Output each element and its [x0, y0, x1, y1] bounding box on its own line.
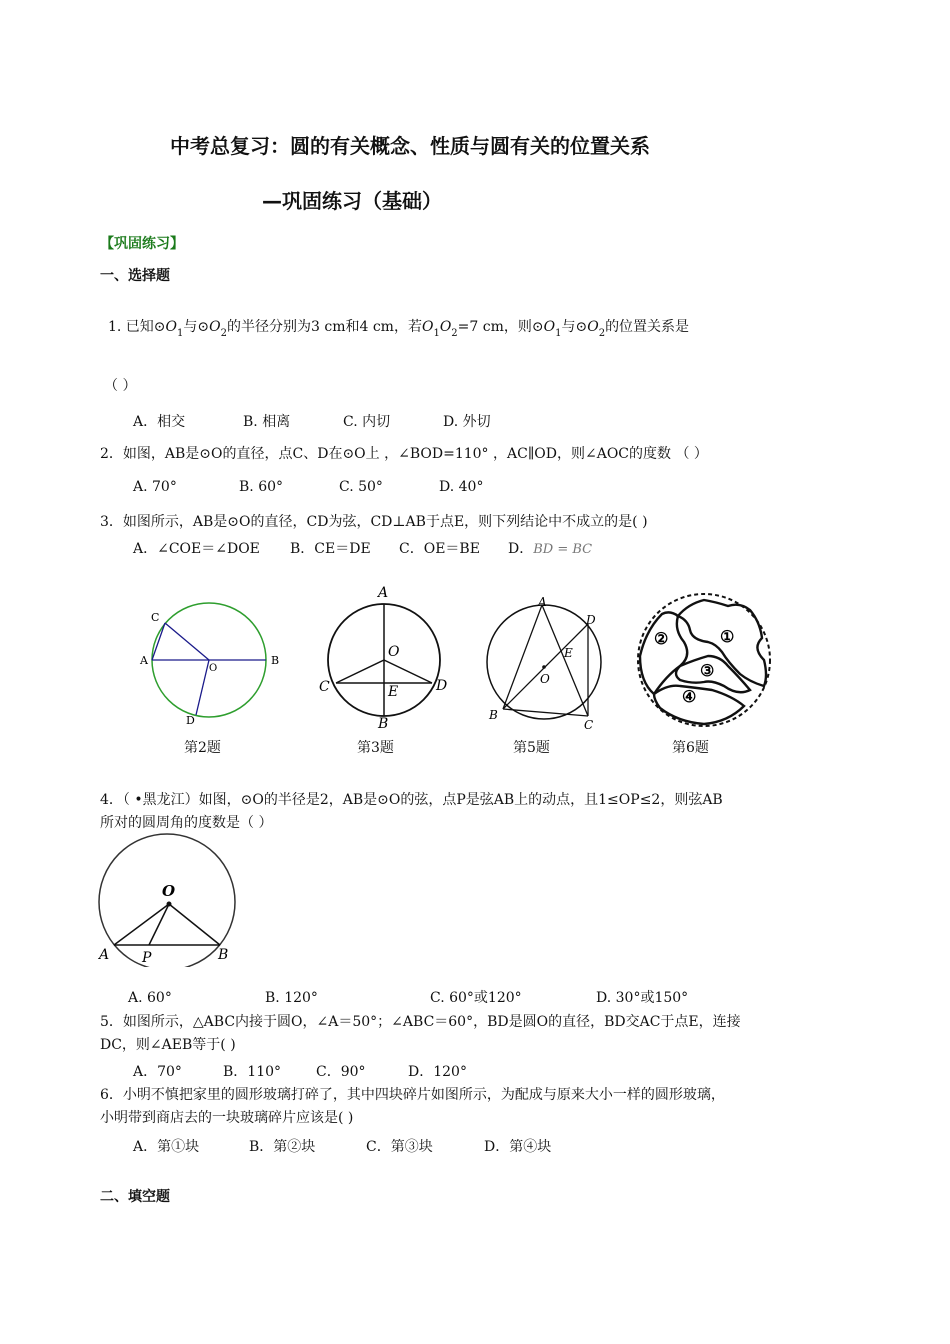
fig6-piece-3: ③	[700, 661, 715, 680]
option: C．OE＝BE	[399, 541, 480, 557]
fig6-piece-4: ④	[682, 687, 697, 706]
question-6-line2: 小明带到商店去的一块玻璃碎片应该是( )	[100, 1110, 354, 1126]
q6-options	[133, 1136, 551, 1156]
option: B．CE＝DE	[290, 541, 371, 557]
option: C．第③块	[366, 1139, 433, 1155]
fig5-label-b: B	[489, 708, 498, 722]
fig5-label-d: D	[586, 613, 596, 627]
q1-options	[133, 411, 491, 431]
figure-3	[312, 580, 462, 730]
question-4-line2: 所对的圆周角的度数是（ ）	[100, 815, 273, 831]
question-5-line2: DC，则∠AEB等于( )	[100, 1037, 236, 1053]
option: A．第①块	[133, 1139, 200, 1155]
option: D. 40°	[439, 479, 484, 495]
option: D. 外切	[443, 414, 491, 430]
q1-text-6: 的位置关系是	[605, 319, 690, 335]
q1-text-2: 与⊙	[183, 319, 210, 335]
option-d-formula: BD = BC	[533, 542, 593, 557]
option: C. 50°	[339, 479, 383, 495]
figure-2	[130, 595, 290, 725]
option: C．90°	[316, 1064, 366, 1080]
page-title-line2: —巩固练习（基础）	[262, 189, 442, 213]
q1-o: O	[421, 319, 434, 335]
q1-sub: 1	[433, 328, 440, 339]
q4-options	[128, 987, 688, 1007]
q1-o: O	[587, 319, 599, 335]
option: D．	[508, 541, 534, 557]
fig3-label-o: O	[388, 644, 400, 660]
q1-o: O	[209, 319, 221, 335]
fig3-label-a: A	[378, 585, 389, 601]
fig4-label-o: O	[162, 882, 176, 900]
figure-4	[94, 832, 244, 967]
fig2-label-d: D	[186, 714, 195, 725]
question-6-line1: 6．小明不慎把家里的圆形玻璃打碎了，其中四块碎片如图所示，为配成与原来大小一样的圆形玻璃，	[100, 1087, 725, 1103]
option: D. 30°或150°	[596, 990, 689, 1006]
fig5-circle	[487, 605, 601, 719]
q1-sub: 2	[451, 328, 458, 339]
q5-options	[133, 1061, 467, 1081]
q1-text-5: 与⊙	[561, 319, 588, 335]
option: C. 内切	[343, 414, 391, 430]
fig6-piece-2: ②	[654, 629, 669, 648]
fig5-label-o: O	[540, 672, 550, 686]
fig5-label-a: A	[538, 595, 547, 609]
fig4-label-p: P	[142, 950, 152, 966]
section-tag: 【巩固练习】	[100, 236, 184, 252]
fig3-label-d: D	[436, 678, 448, 694]
option: A．∠COE＝∠DOE	[133, 541, 260, 557]
q1-text-3: 的半径分别为3 cm和4 cm，若	[227, 319, 422, 335]
fig3-label-c: C	[319, 679, 330, 695]
option: C. 60°或120°	[430, 990, 522, 1006]
option: B．110°	[223, 1064, 282, 1080]
q1-sub: 1	[177, 328, 184, 339]
fig4-label-b: B	[218, 947, 229, 963]
fig6-piece-1: ①	[720, 627, 735, 646]
q1-sub: 2	[598, 328, 606, 339]
option: B. 60°	[239, 479, 284, 495]
option: B. 相离	[243, 414, 291, 430]
question-5-line1: 5．如图所示，△ABC内接于圆O，∠A＝50°；∠ABC＝60°，BD是圆O的直径，BD交AC于点E，连接	[100, 1014, 741, 1030]
section-heading-choice: 一、选择题	[100, 268, 170, 284]
page-title-line1: 中考总复习：圆的有关概念、性质与圆有关的位置关系	[170, 134, 650, 158]
q1-sub: 1	[555, 328, 562, 339]
fig2-label-a: A	[140, 654, 148, 667]
q1-o: O	[543, 319, 556, 335]
fig4-label-a: A	[99, 947, 110, 963]
q1-answer-paren: （ ）	[104, 378, 137, 394]
fig4-circle	[99, 834, 235, 967]
option: A. 70°	[133, 479, 177, 495]
question-1	[108, 316, 689, 345]
section-heading-fill: 二、填空题	[100, 1189, 170, 1205]
fig2-label-b: B	[271, 654, 280, 667]
fig2-label-o: O	[209, 663, 218, 674]
option: A．相交	[133, 414, 186, 430]
fig3-caption: 第3题	[357, 740, 394, 756]
question-3: 3．如图所示，AB是⊙O的直径，CD为弦，CD⊥AB于点E，则下列结论中不成立的是( )	[100, 514, 648, 530]
q1-text-1: 1. 已知⊙	[108, 319, 166, 335]
option: B. 120°	[265, 990, 318, 1006]
option: B．第②块	[249, 1139, 316, 1155]
figure-6	[632, 590, 782, 730]
fig6-caption: 第6题	[672, 740, 709, 756]
q1-o: O	[439, 319, 452, 335]
fig2-label-c: C	[151, 611, 160, 624]
fig5-label-c: C	[584, 718, 594, 730]
fig5-label-e: E	[564, 646, 573, 660]
question-2: 2．如图，AB是⊙O的直径，点C、D在⊙O上 ，∠BOD=110° ，AC∥OD，则∠AOC的度数 （ ）	[100, 446, 708, 462]
option: D．第④块	[484, 1139, 552, 1155]
q3-options	[133, 538, 592, 558]
fig5-caption: 第5题	[513, 740, 550, 756]
q1-o: O	[165, 319, 178, 335]
q2-options	[133, 479, 483, 495]
question-4-line1: 4．（ •黑龙江）如图，⊙O的半径是2，AB是⊙O的弦，点P是弦AB上的动点，且1≤OP≤2，则弦AB	[100, 792, 723, 808]
fig2-caption: 第2题	[184, 740, 221, 756]
fig3-label-b: B	[378, 716, 389, 730]
option: D．120°	[408, 1064, 467, 1080]
option: A．70°	[133, 1064, 182, 1080]
q1-text-4: =7 cm，则⊙	[457, 319, 544, 335]
fig3-label-e: E	[388, 684, 399, 700]
figure-5	[478, 592, 610, 730]
q1-sub: 2	[220, 328, 227, 339]
option: A. 60°	[128, 990, 172, 1006]
